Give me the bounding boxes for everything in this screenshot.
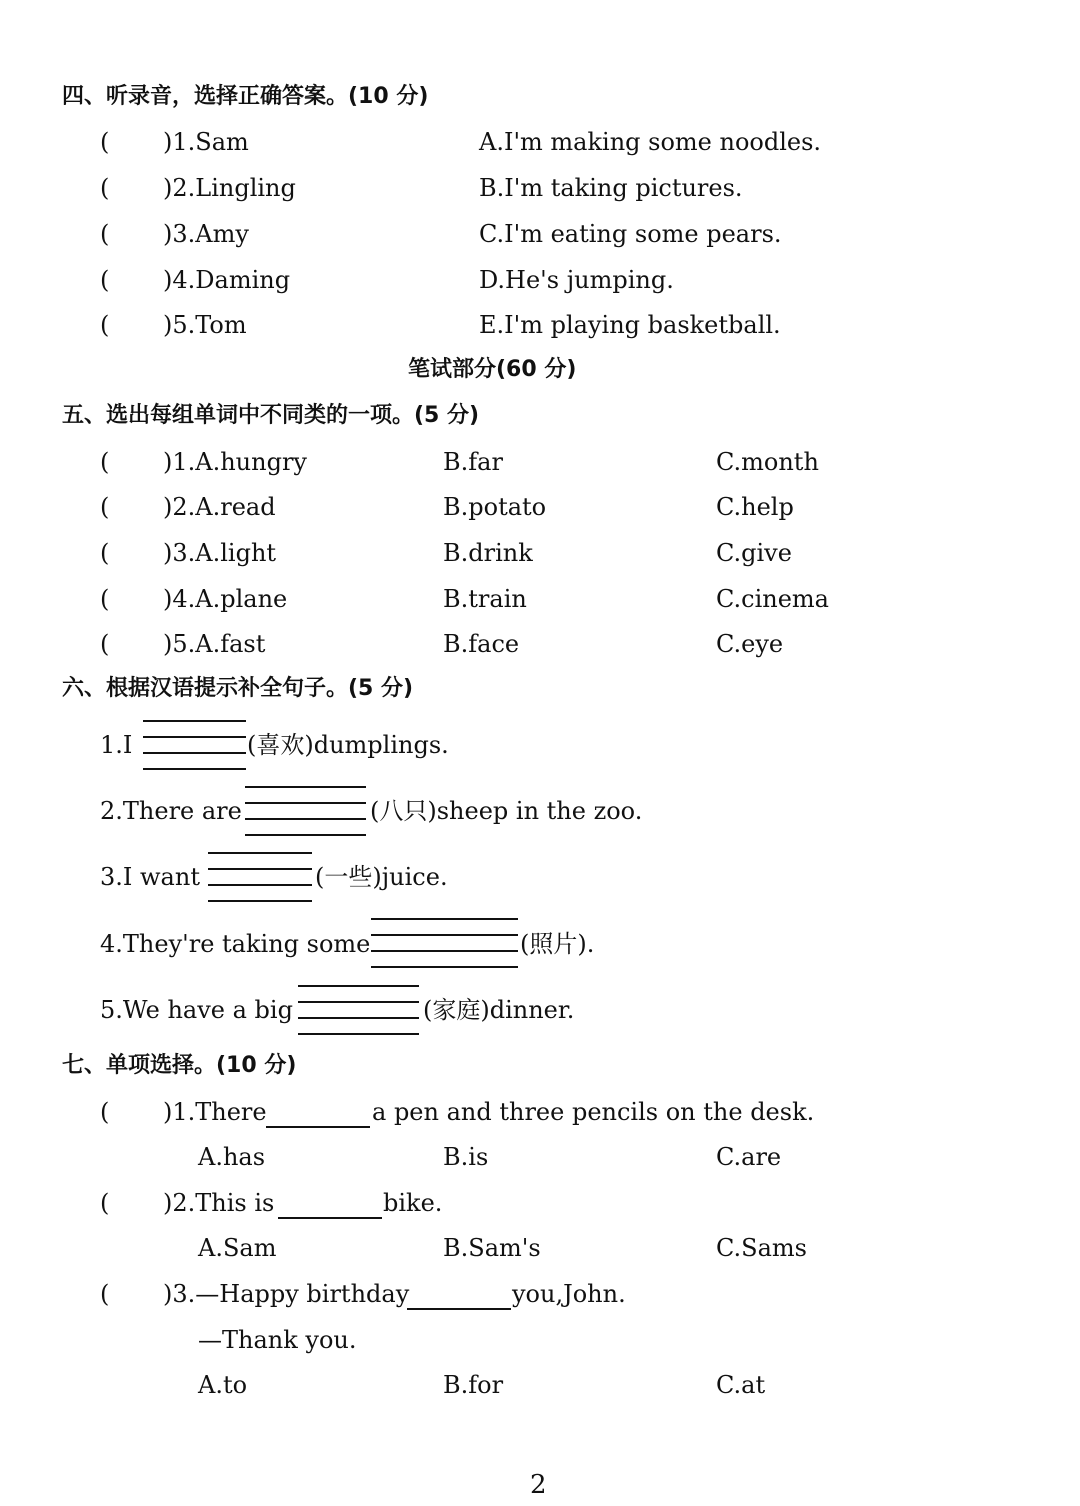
page-number: 2 xyxy=(530,1470,547,1500)
section-6-heading: 六、根据汉语提示补全句子。(5 分) xyxy=(62,676,414,701)
item-label: )4.Daming xyxy=(163,266,291,294)
section-4-heading: 四、听录音，选择正确答案。(10 分) xyxy=(62,84,429,109)
sentence-end: (家庭)dinner. xyxy=(423,996,575,1024)
option-b: B.far xyxy=(443,448,503,476)
answer-blank[interactable] xyxy=(407,1308,511,1310)
option-a: )2.A.read xyxy=(163,493,276,521)
option-a: )1.A.hungry xyxy=(163,448,307,476)
option-c: C.give xyxy=(716,539,792,567)
option-a: )3.A.light xyxy=(163,539,277,567)
writing-lines[interactable] xyxy=(371,918,518,970)
sentence-start: 1.I xyxy=(100,731,133,759)
section-5-heading: 五、选出每组单词中不同类的一项。(5 分) xyxy=(62,403,480,428)
option-c: C.month xyxy=(716,448,819,476)
question-stem: )2.This is xyxy=(163,1189,275,1217)
section-7-heading: 七、单项选择。(10 分) xyxy=(62,1053,297,1078)
question-stem-end: you,John. xyxy=(512,1280,626,1308)
answer-paren[interactable]: ( xyxy=(100,174,110,202)
item-option: B.I'm taking pictures. xyxy=(479,174,743,202)
writing-lines[interactable] xyxy=(208,852,312,904)
answer-paren[interactable]: ( xyxy=(100,311,110,339)
answer-paren[interactable]: ( xyxy=(100,266,110,294)
sentence-end: (喜欢)dumplings. xyxy=(247,731,449,759)
item-label: )2.Lingling xyxy=(163,174,296,202)
item-label: )5.Tom xyxy=(163,311,247,339)
sentence-start: 3.I want xyxy=(100,863,200,891)
option-b: B.face xyxy=(443,630,520,658)
answer-paren[interactable]: ( xyxy=(100,1280,110,1308)
option-b: B.Sam's xyxy=(443,1234,541,1262)
sentence-end: (八只)sheep in the zoo. xyxy=(370,797,643,825)
writing-lines[interactable] xyxy=(143,720,246,772)
option-b: B.train xyxy=(443,585,527,613)
writing-lines[interactable] xyxy=(245,786,366,838)
sentence-start: 4.They're taking some xyxy=(100,930,371,958)
answer-blank[interactable] xyxy=(266,1126,370,1128)
option-a: A.Sam xyxy=(198,1234,277,1262)
written-part-title: 笔试部分(60 分) xyxy=(408,357,577,382)
sentence-end: (照片). xyxy=(520,930,595,958)
option-c: C.eye xyxy=(716,630,784,658)
item-option: E.I'm playing basketball. xyxy=(479,311,781,339)
answer-paren[interactable]: ( xyxy=(100,1189,110,1217)
option-a: )4.A.plane xyxy=(163,585,288,613)
answer-paren[interactable]: ( xyxy=(100,448,110,476)
writing-lines[interactable] xyxy=(298,985,419,1037)
item-option: C.I'm eating some pears. xyxy=(479,220,782,248)
sentence-start: 2.There are xyxy=(100,797,242,825)
answer-paren[interactable]: ( xyxy=(100,220,110,248)
option-b: B.potato xyxy=(443,493,547,521)
answer-paren[interactable]: ( xyxy=(100,630,110,658)
question-stem-end: bike. xyxy=(383,1189,443,1217)
option-c: C.help xyxy=(716,493,794,521)
option-a: A.has xyxy=(198,1143,266,1171)
answer-paren[interactable]: ( xyxy=(100,585,110,613)
option-b: B.is xyxy=(443,1143,489,1171)
option-c: C.are xyxy=(716,1143,782,1171)
option-b: B.drink xyxy=(443,539,533,567)
sentence-end: (一些)juice. xyxy=(315,863,448,891)
answer-paren[interactable]: ( xyxy=(100,128,110,156)
item-label: )1.Sam xyxy=(163,128,249,156)
question-stem-end: a pen and three pencils on the desk. xyxy=(372,1098,815,1126)
answer-paren[interactable]: ( xyxy=(100,539,110,567)
option-a: )5.A.fast xyxy=(163,630,266,658)
reply-text: —Thank you. xyxy=(198,1326,357,1354)
answer-paren[interactable]: ( xyxy=(100,1098,110,1126)
answer-paren[interactable]: ( xyxy=(100,493,110,521)
option-b: B.for xyxy=(443,1371,504,1399)
option-a: A.to xyxy=(198,1371,248,1399)
option-c: C.Sams xyxy=(716,1234,807,1262)
question-stem: )1.There xyxy=(163,1098,267,1126)
answer-blank[interactable] xyxy=(278,1217,382,1219)
sentence-start: 5.We have a big xyxy=(100,996,293,1024)
item-option: D.He's jumping. xyxy=(479,266,674,294)
item-label: )3.Amy xyxy=(163,220,249,248)
question-stem: )3.—Happy birthday xyxy=(163,1280,410,1308)
item-option: A.I'm making some noodles. xyxy=(479,128,822,156)
option-c: C.cinema xyxy=(716,585,829,613)
option-c: C.at xyxy=(716,1371,766,1399)
